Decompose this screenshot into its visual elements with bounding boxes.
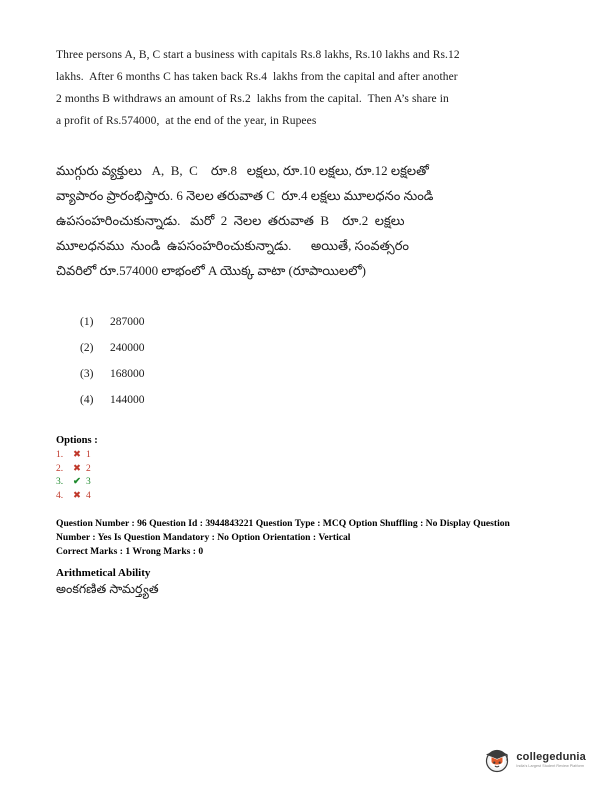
question-metadata [56,517,556,559]
question-line: a profit of Rs.574000, at the end of the year, in Rupees [56,115,317,127]
option-label: 1 [86,450,91,460]
question-line-telugu: మూలధనము నుండి ఉపసంహరించుకున్నాడు. అయితే, సంవత్సరం [56,238,410,253]
cross-icon: ✖ [73,490,81,501]
option-label: 2 [86,463,91,474]
question-text-english [56,44,556,132]
question-line-telugu: ముగ్గురు వ్యక్తులు A, B, C రూ.8 లక్షలు, రూ.10 లక్షలు, రూ.12 లక్షలతో [56,163,429,178]
choice-number: (4) [80,394,94,406]
metadata-line: Number : Yes Is Question Mandatory : No Option Orientation : Vertical [56,532,351,543]
question-line-telugu: వ్యాపారం ప్రారంభిస్తారు. 6 నెలల తరువాత C రూ.4 లక్షలు మూలధనం నుండి [56,188,434,203]
collegedunia-logo [483,746,586,774]
subject-name-telugu: అంకగణిత సామర్త్యత [56,582,159,596]
option-label: 3 [86,477,91,487]
question-text-telugu [56,158,556,283]
answer-choices [80,309,556,413]
option-label: 4 [86,490,91,501]
option-index: 1. [56,450,64,460]
metadata-line: Correct Marks : 1 Wrong Marks : 0 [56,546,204,557]
question-content [56,44,556,599]
choice-number: (3) [80,368,94,380]
logo-tagline: India's Largest Student Review Platform [516,763,585,768]
choice-number: (2) [80,342,94,354]
option-index: 3. [56,477,64,487]
cross-icon: ✖ [73,463,81,474]
question-line: 2 months B withdraws an amount of Rs.2 lakhs from the capital. Then A’s share in [56,93,449,105]
option-row-2 [56,463,556,477]
option-row-4 [56,490,556,504]
choice-text: 144000 [110,394,145,406]
cross-icon: ✖ [73,450,81,460]
logo-name: collegedunia [516,750,586,763]
metadata-line: Question Number : 96 Question Id : 3944843221 Question Type : MCQ Option Shuffling : No Display Question [56,518,510,529]
option-index: 4. [56,490,64,501]
choice-text: 287000 [110,316,145,328]
question-line: Three persons A, B, C start a business with capitals Rs.8 lakhs, Rs.10 lakhs and Rs.12 [56,49,460,61]
option-row-3 [56,476,556,490]
choice-3[interactable] [80,361,556,387]
choice-text: 168000 [110,368,145,380]
options-section [56,435,556,503]
options-title: Options : [56,435,98,446]
choice-1[interactable] [80,309,556,335]
graduate-cap-icon [483,746,511,774]
option-row-1 [56,449,556,463]
choice-4[interactable] [80,387,556,413]
logo-text-block [516,752,586,769]
option-index: 2. [56,463,64,474]
choice-text: 240000 [110,342,145,354]
question-line: lakhs. After 6 months C has taken back Rs.4 lakhs from the capital and after another [56,71,458,83]
choice-2[interactable] [80,335,556,361]
check-icon: ✔ [73,477,81,487]
choice-number: (1) [80,316,94,328]
question-line-telugu: చివరిలో రూ.574000 లాభంలో A యొక్క వాటా (రూపాయిలలో) [56,263,366,278]
question-line-telugu: ఉపసంహరించుకున్నాడు. మరో 2 నెలల తరువాత B రూ.2 లక్షలు [56,213,405,228]
subject-name-english: Arithmetical Ability [56,567,151,579]
